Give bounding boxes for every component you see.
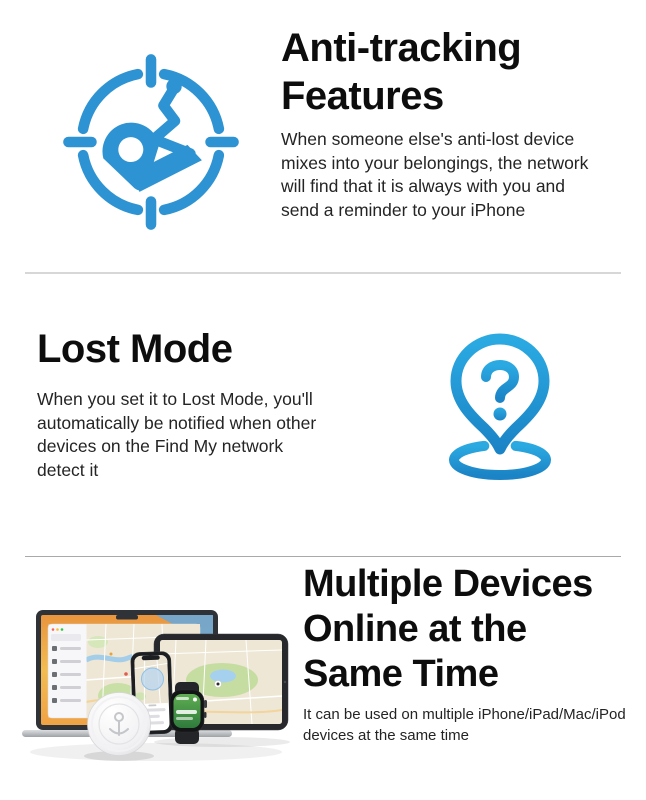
description-line: It can be used on multiple iPhone/iPad/Mac/iPod: [303, 706, 626, 723]
title-line: Anti-tracking: [281, 26, 522, 70]
anti-tracking-description: [281, 128, 637, 222]
description-line: When you set it to Lost Mode, you'll: [37, 389, 313, 409]
anti-tracking-section-icon: [55, 46, 247, 238]
feature-section-lost-mode: [37, 325, 407, 482]
multiple-devices-description: [303, 704, 639, 746]
crosshair-target-route-pin-icon: [55, 46, 247, 238]
title-line: Multiple Devices: [303, 563, 593, 605]
find-my-devices-photo: [6, 584, 298, 776]
title-line: Lost Mode: [37, 327, 233, 371]
title-line: Same Time: [303, 653, 499, 695]
multiple-devices-section-image: [6, 584, 298, 776]
description-line: send a reminder to your iPhone: [281, 199, 526, 220]
description-line: will find that it is always with you and: [281, 176, 566, 196]
lost-mode-description: [37, 388, 407, 482]
section-divider: [25, 556, 621, 557]
description-line: detect it: [37, 459, 99, 480]
description-line: devices on the Find My network: [37, 436, 284, 456]
section-divider: [25, 272, 621, 274]
feature-section-anti-tracking: [281, 24, 637, 222]
description-line: When someone else's anti-lost device: [281, 129, 575, 149]
multiple-devices-title: [303, 562, 639, 697]
lost-mode-section-icon: [430, 332, 570, 484]
description-line: automatically be notified when other: [37, 412, 317, 433]
anti-tracking-title: [281, 24, 637, 120]
title-line: Features: [281, 74, 444, 118]
lost-mode-title: [37, 325, 407, 373]
location-pin-question-mark-icon: [430, 332, 570, 484]
feature-section-multiple-devices: [303, 562, 639, 746]
description-line: devices at the same time: [303, 727, 469, 744]
title-line: Online at the: [303, 608, 527, 650]
description-line: mixes into your belongings, the network: [281, 152, 589, 173]
